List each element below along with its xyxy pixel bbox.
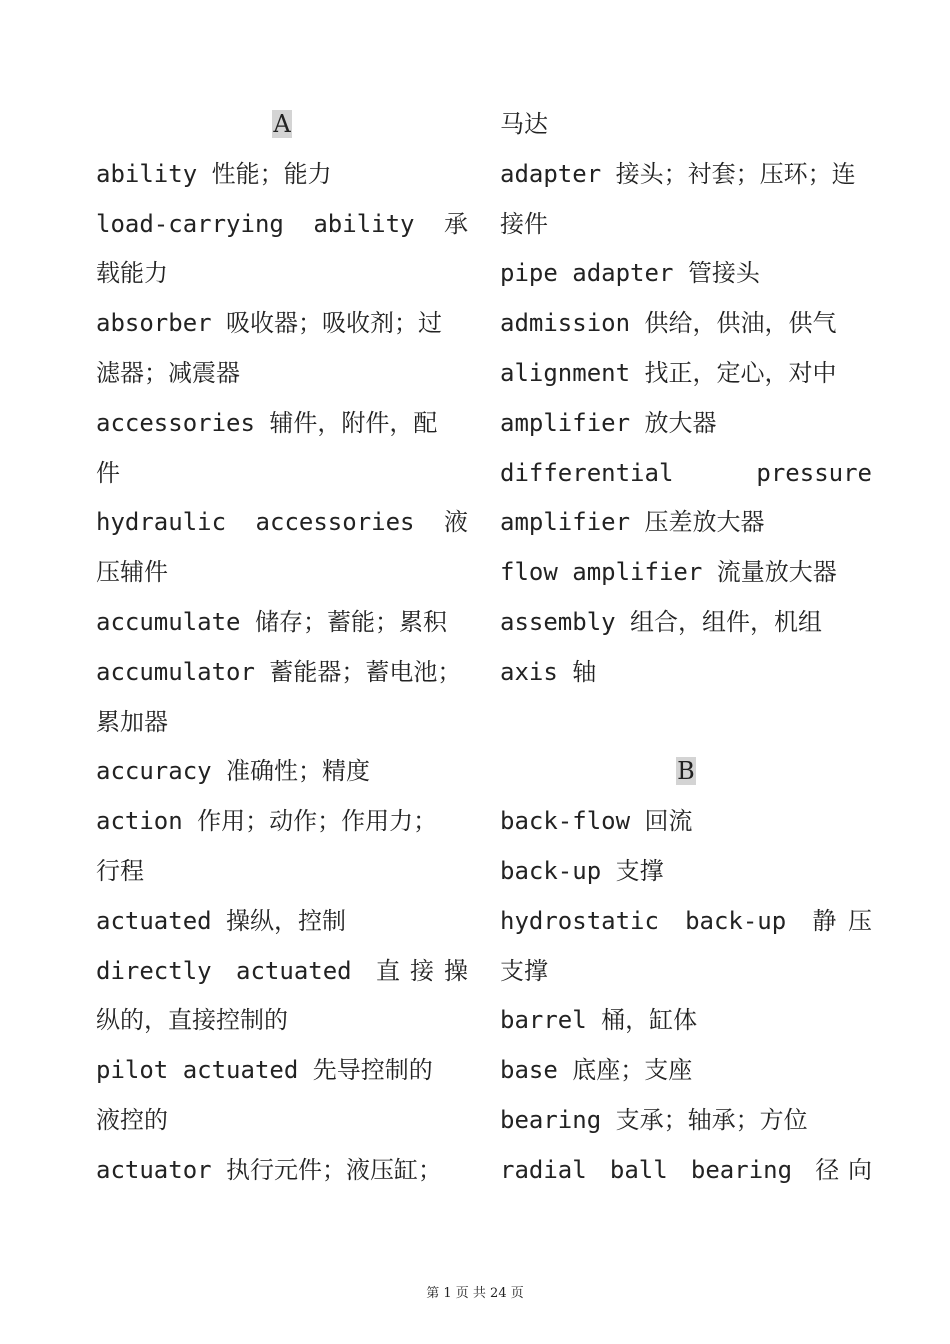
- glossary-line: adapter 接头；衬套；压环；连: [500, 159, 856, 188]
- glossary-line: 纵的，直接控制的: [96, 1006, 288, 1035]
- glossary-line: barrel 桶，缸体: [500, 1006, 698, 1035]
- blank-line: [500, 698, 872, 748]
- glossary-line: action 作用；动作；作用力；: [96, 807, 438, 836]
- glossary-line: axis 轴: [500, 657, 597, 686]
- glossary-line: admission 供给，供油，供气: [500, 309, 837, 338]
- glossary-line: 压辅件: [96, 558, 168, 587]
- glossary-line: assembly 组合，组件，机组: [500, 607, 823, 636]
- glossary-line: accuracy 准确性；精度: [96, 757, 371, 786]
- glossary-line: 液控的: [96, 1105, 168, 1134]
- glossary-line: differential pressure: [500, 458, 872, 487]
- glossary-line: amplifier 压差放大器: [500, 508, 765, 537]
- glossary-line: radial ball bearing 径向: [500, 1155, 872, 1184]
- section-heading: [500, 747, 872, 797]
- right-column: [500, 100, 872, 1196]
- glossary-line: 马达: [500, 110, 548, 138]
- glossary-line: bearing 支承；轴承；方位: [500, 1105, 808, 1134]
- glossary-line: alignment 找正，定心，对中: [500, 358, 837, 387]
- page-footer: 第 1 页 共 24 页: [426, 1286, 524, 1301]
- glossary-line: pipe adapter 管接头: [500, 259, 760, 288]
- glossary-line: accessories 辅件，附件，配: [96, 408, 438, 437]
- glossary-line: pilot actuated 先导控制的: [96, 1056, 433, 1085]
- glossary-line: absorber 吸收器；吸收剂；过: [96, 309, 443, 338]
- glossary-line: accumulator 蓄能器；蓄电池；: [96, 657, 462, 686]
- glossary-line: ability 性能；能力: [96, 159, 332, 188]
- glossary-line: 载能力: [96, 259, 168, 288]
- glossary-line: actuator 执行元件；液压缸；: [96, 1155, 443, 1184]
- glossary-line: 接件: [500, 209, 548, 238]
- section-letter: A: [273, 110, 291, 138]
- glossary-line: flow amplifier 流量放大器: [500, 558, 837, 587]
- glossary-line: load-carrying ability 承: [96, 209, 468, 238]
- section-letter: B: [677, 757, 695, 786]
- left-column: [96, 100, 468, 1196]
- glossary-line: hydraulic accessories 液: [96, 508, 468, 537]
- glossary-line: directly actuated 直接操: [96, 956, 468, 985]
- glossary-line: 累加器: [96, 707, 168, 736]
- glossary-line: back-up 支撑: [500, 856, 664, 885]
- section-heading: [96, 100, 468, 150]
- glossary-line: accumulate 储存；蓄能；累积: [96, 607, 447, 636]
- glossary-line: 支撑: [500, 956, 548, 985]
- glossary-line: 滤器；减震器: [96, 358, 240, 387]
- glossary-line: 件: [96, 458, 120, 487]
- glossary-line: base 底座；支座: [500, 1056, 693, 1085]
- glossary-line: amplifier 放大器: [500, 408, 717, 437]
- glossary-line: hydrostatic back-up 静压: [500, 906, 872, 935]
- glossary-line: actuated 操纵，控制: [96, 906, 347, 935]
- glossary-line: 行程: [96, 856, 144, 885]
- glossary-line: back-flow 回流: [500, 807, 693, 836]
